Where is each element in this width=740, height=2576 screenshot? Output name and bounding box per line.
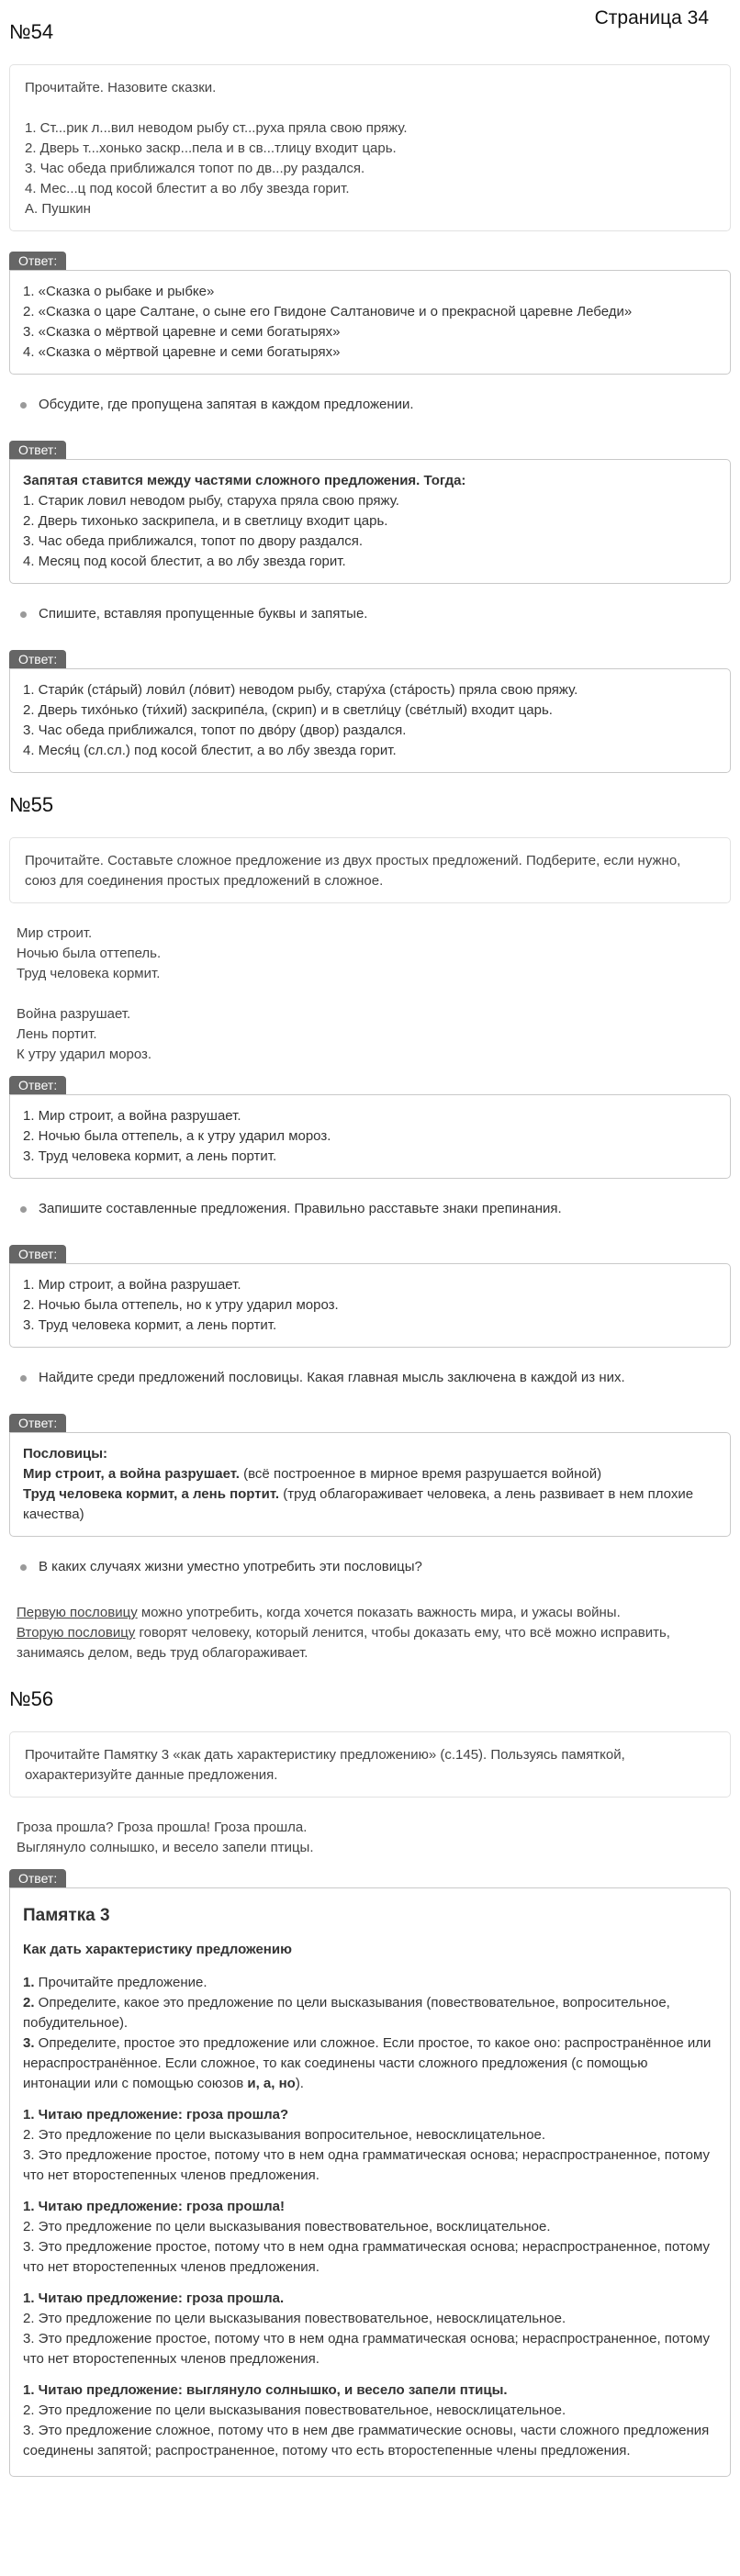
- sentence: Лень портит.: [17, 1026, 97, 1042]
- proverb-meaning: (труд облагораживает человека, а лень развивает в нем плохие качества): [23, 1486, 694, 1522]
- characterization-line: 1. Читаю предложение: гроза прошла.: [23, 2290, 285, 2306]
- question-bullet: Найдите среди предложений пословицы. Какая главная мысль заключена в каждой из них.: [9, 1368, 731, 1388]
- memo-step: [23, 1993, 717, 2033]
- characterization-line: 2. Это предложение по цели высказывания повествовательное, восклицательное.: [23, 2219, 551, 2234]
- memo-subtitle: Как дать характеристику предложению: [23, 1942, 292, 1957]
- exercise-54-task: [9, 64, 731, 231]
- memo-step: [23, 2033, 717, 2094]
- answer-line: 3. «Сказка о мёртвой царевне и семи богатырях»: [23, 324, 341, 340]
- answer-line: 4. Месяц под косой блестит, а во лбу звезда горит.: [23, 554, 346, 569]
- answer-paragraph: [17, 1623, 723, 1663]
- sentence-group: [9, 1818, 731, 1858]
- exercise-56-number: №56: [9, 1687, 54, 1710]
- task-line: 3. Час обеда приближался топот по дв...ру раздался.: [25, 161, 365, 176]
- characterization-line: 1. Читаю предложение: гроза прошла!: [23, 2199, 285, 2214]
- answer-badge: Ответ:: [9, 1414, 66, 1432]
- step-text: Определите, какое это предложение по цели высказывания (повествовательное, вопросительное, побудительное).: [23, 1995, 670, 2031]
- task-instruction: Прочитайте Памятку 3 «как дать характеристику предложению» (с.145). Пользуясь памяткой, охарактеризуйте данные предложения.: [25, 1747, 625, 1783]
- answer-heading: Пословицы:: [23, 1446, 108, 1462]
- exercise-56-task: [9, 1731, 731, 1798]
- answer-box: [9, 459, 731, 584]
- sentence: Ночью была оттепель.: [17, 946, 162, 961]
- proverb: Труд человека кормит, а лень портит.: [23, 1486, 280, 1502]
- answer-line: 3. Час обеда приближался, топот по дво́ру (двор) раздался.: [23, 722, 407, 738]
- question-bullet: Обсудите, где пропущена запятая в каждом предложении.: [9, 395, 731, 415]
- exercise-54-number: №54: [9, 20, 54, 43]
- characterization-block: [23, 2289, 717, 2369]
- memo-title: Памятка 3: [23, 1906, 110, 1925]
- answer-text: [9, 1603, 731, 1663]
- question-bullet: Спишите, вставляя пропущенные буквы и запятые.: [9, 604, 731, 624]
- answer-line: 4. Меся́ц (сл.сл.) под косой блестит, а во лбу звезда горит.: [23, 743, 397, 758]
- answer-line: 2. Дверь тихонько заскрипела, и в светлицу входит царь.: [23, 513, 388, 529]
- answer-box: [9, 1432, 731, 1537]
- question-bullet: В каких случаях жизни уместно употребить эти пословицы?: [9, 1557, 731, 1577]
- characterization-block: [23, 2380, 717, 2461]
- proverb: Мир строит, а война разрушает.: [23, 1466, 240, 1482]
- answer-line: 2. Ночью была оттепель, но к утру ударил мороз.: [23, 1297, 339, 1313]
- answer-line: 3. Труд человека кормит, а лень портит.: [23, 1148, 277, 1164]
- answer-badge: Ответ:: [9, 1869, 66, 1887]
- characterization-block: [23, 2105, 717, 2186]
- answer-line: 2. Дверь тихо́нько (ти́хий) заскрипе́ла, (скрип) и в светли́цу (све́тлый) входит царь.: [23, 702, 553, 718]
- memo-step: [23, 1973, 717, 1993]
- task-line: 4. Мес...ц под косой блестит а во лбу звезда горит.: [25, 181, 350, 196]
- step-number: 1.: [23, 1975, 35, 1990]
- answer-line: 2. Ночью была оттепель, а к утру ударил мороз.: [23, 1128, 331, 1144]
- characterization-line: 3. Это предложение простое, потому что в нем одна грамматическая основа; нераспространенное, потому что нет второстепенных членов предложения.: [23, 2239, 710, 2275]
- sentence: Гроза прошла? Гроза прошла! Гроза прошла.: [17, 1820, 308, 1835]
- answer-heading: Запятая ставится между частями сложного предложения. Тогда:: [23, 473, 466, 488]
- characterization-line: 3. Это предложение простое, потому что в нем одна грамматическая основа; нераспространенное, потому что нет второстепенных членов предложения.: [23, 2147, 710, 2183]
- task-line: 1. Ст...рик л...вил неводом рыбу ст...руха пряла свою пряжу.: [25, 120, 408, 136]
- answer-line: 2. «Сказка о царе Салтане, о сыне его Гвидоне Салтановиче и о прекрасной царевне Лебеди»: [23, 304, 633, 319]
- proverb-meaning: (всё построенное в мирное время разрушается войной): [239, 1466, 602, 1482]
- conjunctions: и, а, но: [247, 2076, 296, 2091]
- underlined-term: Вторую пословицу: [17, 1625, 136, 1641]
- answer-badge: Ответ:: [9, 441, 66, 459]
- task-instruction: Прочитайте. Назовите сказки.: [25, 80, 217, 95]
- answer-line: 3. Час обеда приближался, топот по двору раздался.: [23, 533, 363, 549]
- characterization-line: 3. Это предложение сложное, потому что в нем две грамматические основы, части сложного предложения соединены запятой; распространенное, потому что есть второстепенные члены предложения.: [23, 2423, 710, 2458]
- answer-line: 1. Мир строит, а война разрушает.: [23, 1277, 241, 1293]
- answer-badge: Ответ:: [9, 650, 66, 668]
- answer-line: [23, 1464, 717, 1484]
- sentence: Мир строит.: [17, 925, 93, 941]
- characterization-line: 1. Читаю предложение: выглянуло солнышко, и весело запели птицы.: [23, 2382, 508, 2398]
- characterization-line: 3. Это предложение простое, потому что в нем одна грамматическая основа; нераспространенное, потому что нет второстепенных членов предложения.: [23, 2331, 710, 2367]
- characterization-line: 2. Это предложение по цели высказывания повествовательное, невосклицательное.: [23, 2311, 566, 2326]
- task-instruction: Прочитайте. Составьте сложное предложение из двух простых предложений. Подберите, если нужно, союз для соединения простых предложений в сложное.: [25, 853, 681, 889]
- answer-box: [9, 270, 731, 375]
- task-lines: [25, 118, 715, 219]
- characterization-line: 2. Это предложение по цели высказывания повествовательное, невосклицательное.: [23, 2402, 566, 2418]
- answer-badge: Ответ:: [9, 1076, 66, 1094]
- step-text: Прочитайте предложение.: [34, 1975, 207, 1990]
- underlined-term: Первую пословицу: [17, 1605, 138, 1620]
- answer-paragraph: [17, 1603, 723, 1623]
- answer-line: 4. «Сказка о мёртвой царевне и семи богатырях»: [23, 344, 341, 360]
- paragraph-text: говорят человеку, который ленится, чтобы доказать ему, что всё можно исправить, занимаясь делом, ведь труд облагораживает.: [17, 1625, 670, 1661]
- step-number: 3.: [23, 2035, 35, 2051]
- answer-box: [9, 1263, 731, 1348]
- answer-box: [9, 668, 731, 773]
- answer-line: [23, 1484, 717, 1525]
- answer-badge: Ответ:: [9, 252, 66, 270]
- exercise-55-number: №55: [9, 793, 54, 816]
- answer-line: 1. Старик ловил неводом рыбу, старуха пряла свою пряжу.: [23, 493, 399, 509]
- answer-line: 1. «Сказка о рыбаке и рыбке»: [23, 284, 215, 299]
- step-number: 2.: [23, 1995, 35, 2010]
- answer-box: [9, 1887, 731, 2477]
- characterization-block: [23, 2197, 717, 2278]
- paragraph-text: можно употребить, когда хочется показать важность мира, и ужасы войны.: [137, 1605, 621, 1620]
- sentence: Труд человека кормит.: [17, 966, 161, 981]
- content: [9, 20, 731, 2497]
- sentence: Выглянуло солнышко, и весело запели птицы.: [17, 1840, 314, 1855]
- step-text: Определите, простое это предложение или сложное. Если простое, то какое оно: распространённое или нераспространённое. Если сложное, то как соединены части сложного предложения (с помощью интонации или с помощью союзов: [23, 2035, 712, 2091]
- step-text-end: ).: [295, 2076, 304, 2091]
- characterization-line: 2. Это предложение по цели высказывания вопросительное, невосклицательное.: [23, 2127, 546, 2143]
- exercise-55-task: [9, 837, 731, 903]
- answer-line: 1. Мир строит, а война разрушает.: [23, 1108, 241, 1124]
- sentence: Война разрушает.: [17, 1006, 131, 1022]
- answer-line: 3. Труд человека кормит, а лень портит.: [23, 1317, 277, 1333]
- task-line: 2. Дверь т...хонько заскр...пела и в св...тлицу входит царь.: [25, 140, 397, 156]
- answer-line: 1. Стари́к (ста́рый) лови́л (ло́вит) неводом рыбу, стару́ха (ста́рость) пряла свою пряжу.: [23, 682, 578, 698]
- question-bullet: Запишите составленные предложения. Правильно расставьте знаки препинания.: [9, 1199, 731, 1219]
- characterization-line: 1. Читаю предложение: гроза прошла?: [23, 2107, 289, 2122]
- sentence-group: [9, 924, 731, 1065]
- answer-box: [9, 1094, 731, 1179]
- task-author: А. Пушкин: [25, 201, 91, 217]
- sentence: К утру ударил мороз.: [17, 1047, 152, 1062]
- page-number: Страница 34: [594, 7, 709, 28]
- answer-badge: Ответ:: [9, 1245, 66, 1263]
